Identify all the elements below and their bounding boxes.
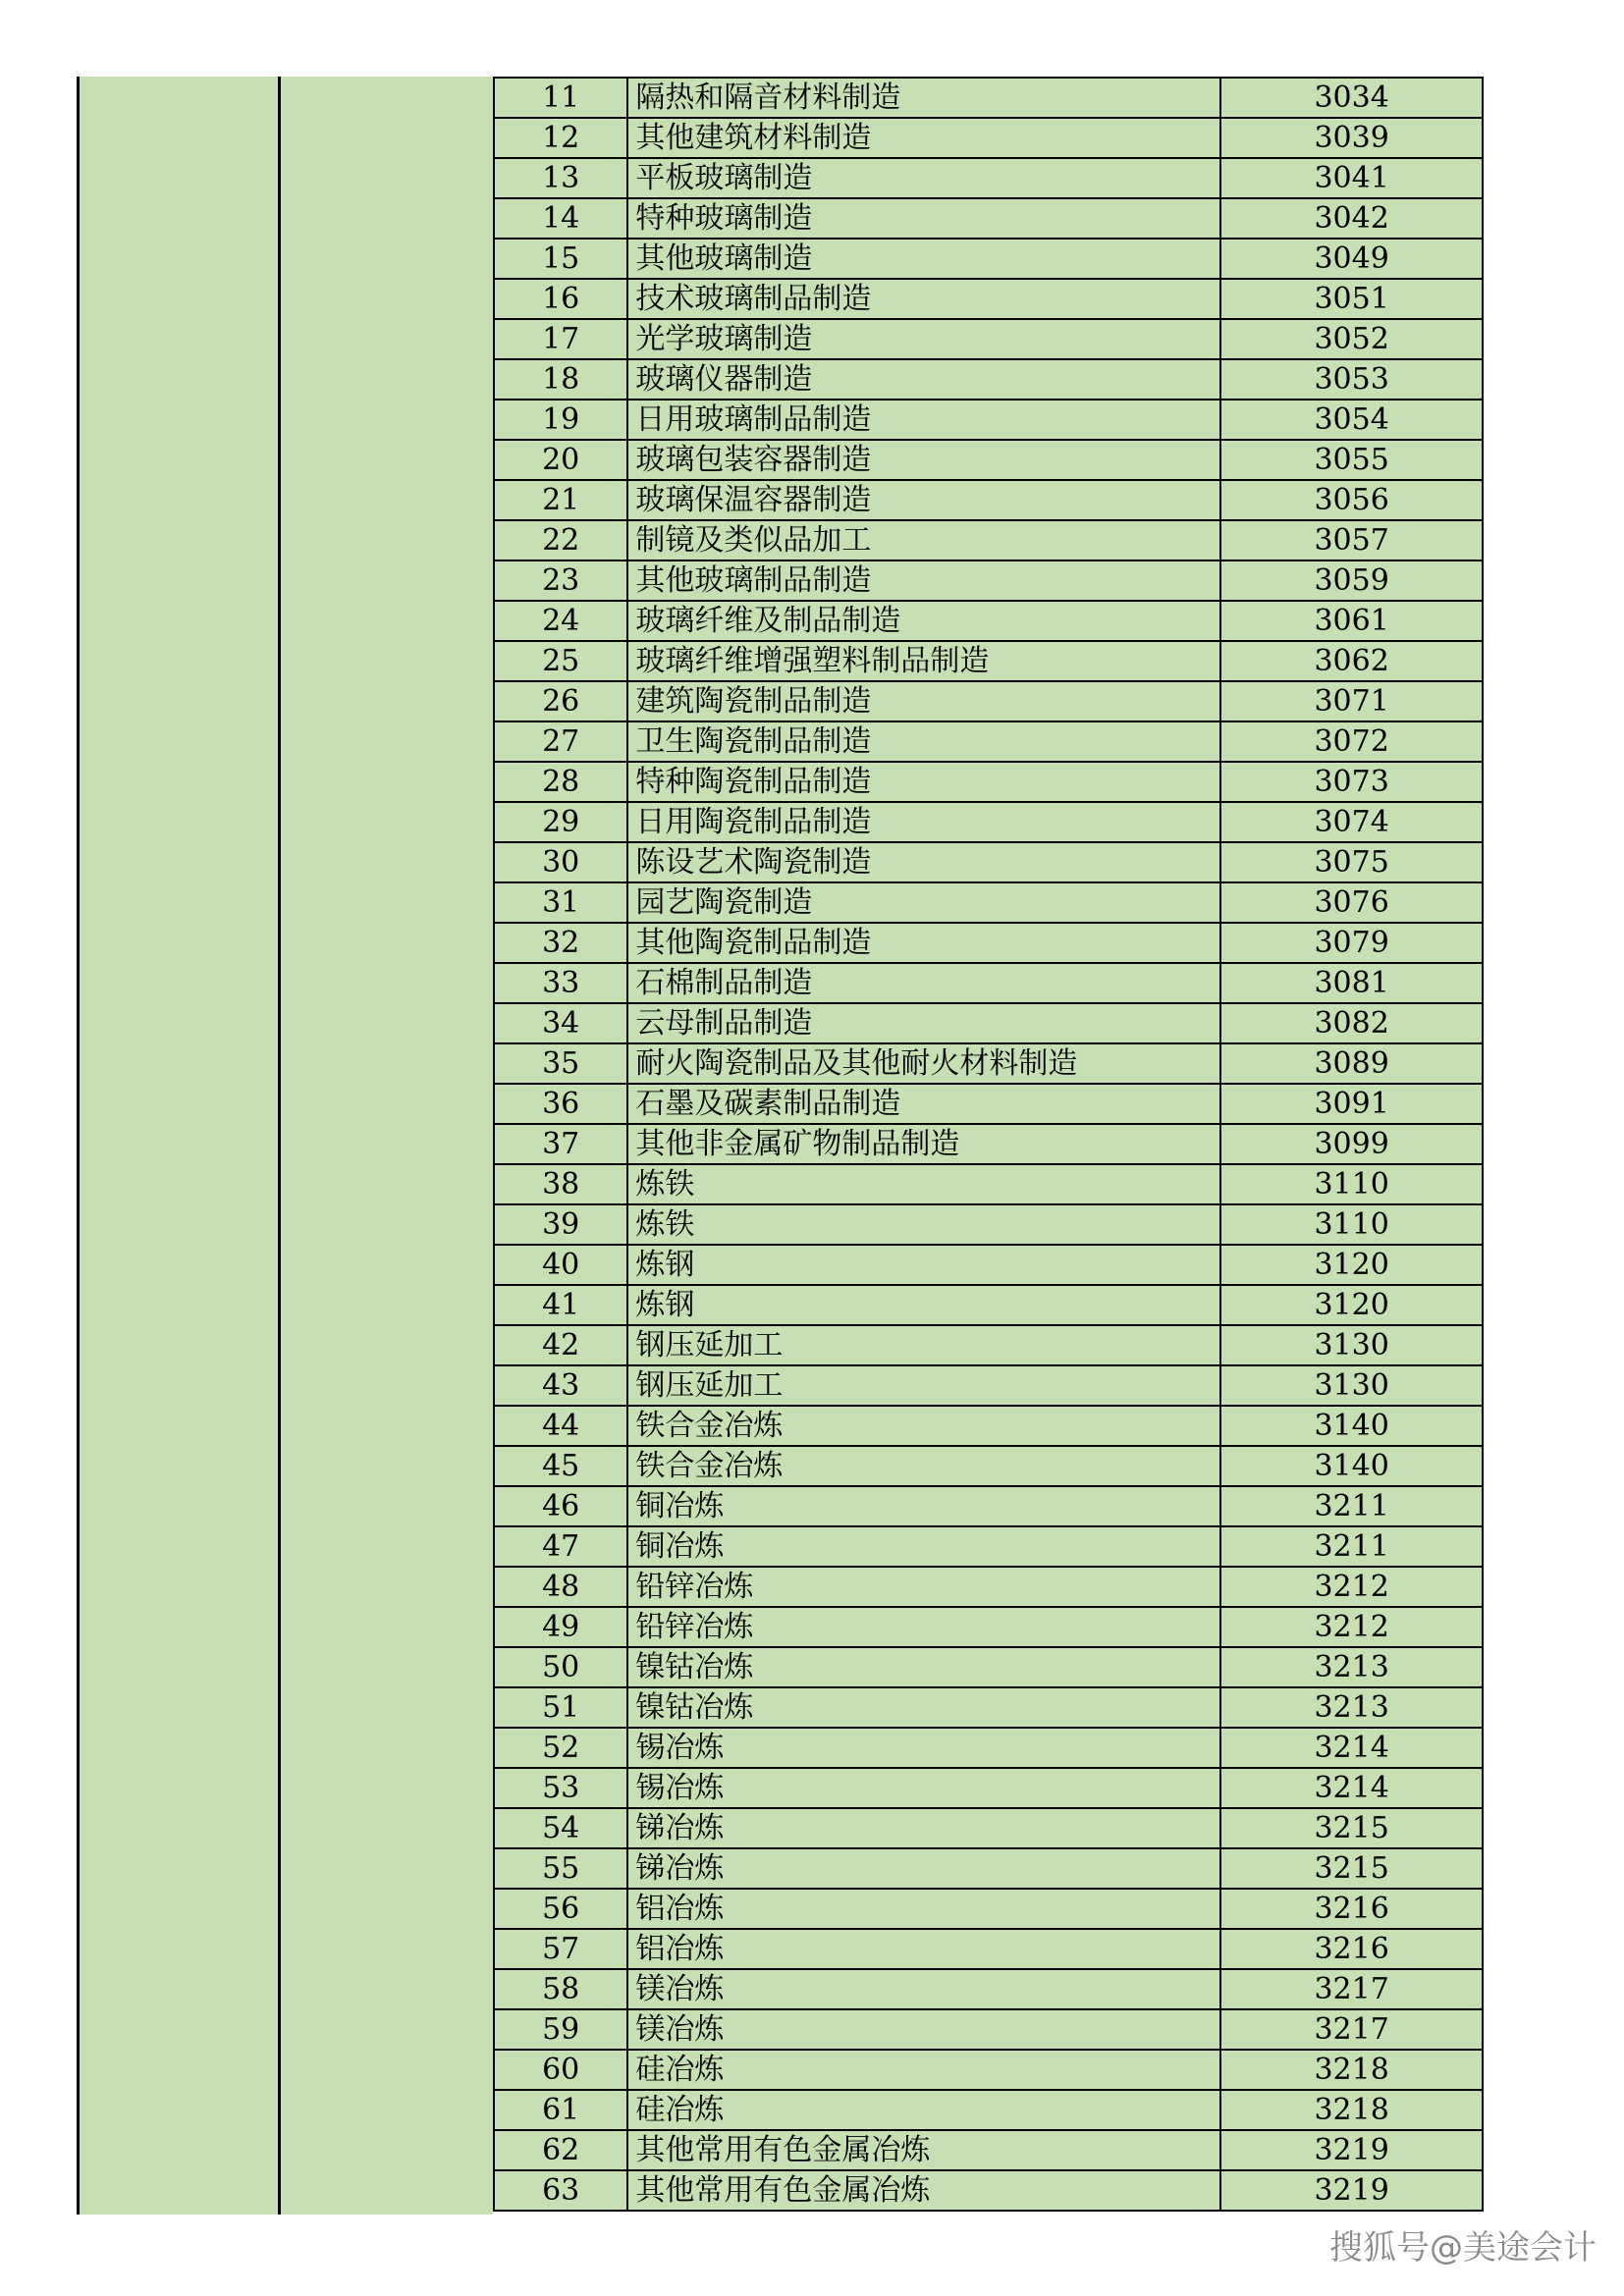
table-row bbox=[494, 279, 1483, 319]
table-row bbox=[494, 2050, 1483, 2090]
industry-name-cell: 特种陶瓷制品制造 bbox=[627, 762, 1220, 802]
row-number-cell: 28 bbox=[494, 762, 627, 802]
table-row bbox=[494, 1124, 1483, 1164]
industry-code-cell: 3061 bbox=[1220, 601, 1483, 641]
row-number-cell: 58 bbox=[494, 1969, 627, 2009]
industry-name-cell: 玻璃包装容器制造 bbox=[627, 440, 1220, 480]
industry-name-cell: 云母制品制造 bbox=[627, 1003, 1220, 1043]
row-number-cell: 18 bbox=[494, 359, 627, 400]
row-number-cell: 17 bbox=[494, 319, 627, 359]
table-row bbox=[494, 963, 1483, 1003]
industry-code-cell: 3041 bbox=[1220, 158, 1483, 198]
table-row bbox=[494, 923, 1483, 963]
industry-name-cell: 铅锌冶炼 bbox=[627, 1607, 1220, 1647]
row-number-cell: 38 bbox=[494, 1164, 627, 1204]
industry-code-cell: 3071 bbox=[1220, 681, 1483, 721]
table-row bbox=[494, 1486, 1483, 1526]
row-number-cell: 56 bbox=[494, 1889, 627, 1929]
industry-name-cell: 其他常用有色金属冶炼 bbox=[627, 2130, 1220, 2170]
industry-code-cell: 3062 bbox=[1220, 641, 1483, 681]
row-number-cell: 33 bbox=[494, 963, 627, 1003]
table-row bbox=[494, 1406, 1483, 1446]
row-number-cell: 42 bbox=[494, 1325, 627, 1365]
industry-name-cell: 铁合金冶炼 bbox=[627, 1406, 1220, 1446]
table-row bbox=[494, 158, 1483, 198]
table-row bbox=[494, 882, 1483, 923]
row-number-cell: 48 bbox=[494, 1567, 627, 1607]
table-row bbox=[494, 1687, 1483, 1728]
table-row bbox=[494, 681, 1483, 721]
table-row bbox=[494, 1204, 1483, 1245]
industry-name-cell: 特种玻璃制造 bbox=[627, 198, 1220, 239]
row-number-cell: 55 bbox=[494, 1848, 627, 1889]
industry-name-cell: 石墨及碳素制品制造 bbox=[627, 1084, 1220, 1124]
table-row bbox=[494, 1245, 1483, 1285]
row-number-cell: 14 bbox=[494, 198, 627, 239]
industry-code-cell: 3212 bbox=[1220, 1567, 1483, 1607]
table-row bbox=[494, 400, 1483, 440]
row-number-cell: 46 bbox=[494, 1486, 627, 1526]
watermark-text: 搜狐号@美途会计 bbox=[1329, 2228, 1597, 2268]
row-number-cell: 22 bbox=[494, 520, 627, 561]
industry-name-cell: 锑冶炼 bbox=[627, 1848, 1220, 1889]
industry-name-cell: 铁合金冶炼 bbox=[627, 1446, 1220, 1486]
table-row bbox=[494, 1164, 1483, 1204]
row-number-cell: 60 bbox=[494, 2050, 627, 2090]
industry-name-cell: 铜冶炼 bbox=[627, 1486, 1220, 1526]
row-number-cell: 49 bbox=[494, 1607, 627, 1647]
industry-code-cell: 3219 bbox=[1220, 2130, 1483, 2170]
row-number-cell: 53 bbox=[494, 1768, 627, 1808]
row-number-cell: 32 bbox=[494, 923, 627, 963]
industry-code-cell: 3120 bbox=[1220, 1245, 1483, 1285]
industry-code-cell: 3217 bbox=[1220, 1969, 1483, 2009]
industry-code-cell: 3075 bbox=[1220, 842, 1483, 882]
row-number-cell: 43 bbox=[494, 1365, 627, 1406]
industry-name-cell: 硅冶炼 bbox=[627, 2050, 1220, 2090]
left-border bbox=[77, 77, 80, 2215]
industry-code-cell: 3079 bbox=[1220, 923, 1483, 963]
industry-code-cell: 3057 bbox=[1220, 520, 1483, 561]
table-row bbox=[494, 2009, 1483, 2050]
industry-code-cell: 3214 bbox=[1220, 1728, 1483, 1768]
industry-name-cell: 日用玻璃制品制造 bbox=[627, 400, 1220, 440]
industry-name-cell: 铅锌冶炼 bbox=[627, 1567, 1220, 1607]
row-number-cell: 34 bbox=[494, 1003, 627, 1043]
industry-name-cell: 铜冶炼 bbox=[627, 1526, 1220, 1567]
row-number-cell: 62 bbox=[494, 2130, 627, 2170]
industry-code-cell: 3074 bbox=[1220, 802, 1483, 842]
industry-name-cell: 镍钴冶炼 bbox=[627, 1687, 1220, 1728]
table-row bbox=[494, 802, 1483, 842]
industry-code-cell: 3218 bbox=[1220, 2090, 1483, 2130]
table-row bbox=[494, 1043, 1483, 1084]
industry-name-cell: 玻璃仪器制造 bbox=[627, 359, 1220, 400]
industry-code-cell: 3130 bbox=[1220, 1365, 1483, 1406]
industry-code-cell: 3110 bbox=[1220, 1204, 1483, 1245]
table-row bbox=[494, 1365, 1483, 1406]
industry-code-cell: 3052 bbox=[1220, 319, 1483, 359]
industry-name-cell: 锡冶炼 bbox=[627, 1728, 1220, 1768]
industry-name-cell: 平板玻璃制造 bbox=[627, 158, 1220, 198]
row-number-cell: 20 bbox=[494, 440, 627, 480]
industry-name-cell: 其他非金属矿物制品制造 bbox=[627, 1124, 1220, 1164]
industry-name-cell: 铝冶炼 bbox=[627, 1889, 1220, 1929]
industry-name-cell: 锡冶炼 bbox=[627, 1768, 1220, 1808]
industry-code-cell: 3214 bbox=[1220, 1768, 1483, 1808]
industry-name-cell: 陈设艺术陶瓷制造 bbox=[627, 842, 1220, 882]
industry-name-cell: 炼钢 bbox=[627, 1245, 1220, 1285]
industry-name-cell: 锑冶炼 bbox=[627, 1808, 1220, 1848]
industry-code-cell: 3089 bbox=[1220, 1043, 1483, 1084]
table-row bbox=[494, 1808, 1483, 1848]
row-number-cell: 30 bbox=[494, 842, 627, 882]
table-row bbox=[494, 1969, 1483, 2009]
row-number-cell: 40 bbox=[494, 1245, 627, 1285]
industry-code-cell: 3215 bbox=[1220, 1808, 1483, 1848]
industry-name-cell: 卫生陶瓷制品制造 bbox=[627, 721, 1220, 762]
industry-code-table bbox=[493, 77, 1484, 2212]
table-row bbox=[494, 1446, 1483, 1486]
table-row bbox=[494, 1526, 1483, 1567]
table-row bbox=[494, 359, 1483, 400]
industry-name-cell: 光学玻璃制造 bbox=[627, 319, 1220, 359]
row-number-cell: 50 bbox=[494, 1647, 627, 1687]
row-number-cell: 25 bbox=[494, 641, 627, 681]
table-body bbox=[494, 78, 1483, 2211]
table-row bbox=[494, 1325, 1483, 1365]
row-number-cell: 21 bbox=[494, 480, 627, 520]
table-row bbox=[494, 842, 1483, 882]
industry-name-cell: 隔热和隔音材料制造 bbox=[627, 78, 1220, 118]
row-number-cell: 24 bbox=[494, 601, 627, 641]
table-row bbox=[494, 78, 1483, 118]
industry-code-cell: 3049 bbox=[1220, 239, 1483, 279]
row-number-cell: 39 bbox=[494, 1204, 627, 1245]
row-number-cell: 11 bbox=[494, 78, 627, 118]
industry-code-cell: 3073 bbox=[1220, 762, 1483, 802]
industry-code-cell: 3212 bbox=[1220, 1607, 1483, 1647]
table-row bbox=[494, 1567, 1483, 1607]
row-number-cell: 15 bbox=[494, 239, 627, 279]
industry-name-cell: 日用陶瓷制品制造 bbox=[627, 802, 1220, 842]
industry-code-cell: 3216 bbox=[1220, 1929, 1483, 1969]
table-row bbox=[494, 198, 1483, 239]
industry-name-cell: 钢压延加工 bbox=[627, 1325, 1220, 1365]
table-row bbox=[494, 1768, 1483, 1808]
row-number-cell: 23 bbox=[494, 561, 627, 601]
row-number-cell: 57 bbox=[494, 1929, 627, 1969]
industry-code-cell: 3211 bbox=[1220, 1486, 1483, 1526]
row-number-cell: 12 bbox=[494, 118, 627, 158]
industry-code-cell: 3081 bbox=[1220, 963, 1483, 1003]
industry-code-cell: 3130 bbox=[1220, 1325, 1483, 1365]
industry-code-cell: 3056 bbox=[1220, 480, 1483, 520]
industry-code-cell: 3082 bbox=[1220, 1003, 1483, 1043]
industry-code-cell: 3099 bbox=[1220, 1124, 1483, 1164]
table-row bbox=[494, 1848, 1483, 1889]
industry-code-cell: 3055 bbox=[1220, 440, 1483, 480]
row-number-cell: 59 bbox=[494, 2009, 627, 2050]
row-number-cell: 47 bbox=[494, 1526, 627, 1567]
table-row bbox=[494, 480, 1483, 520]
industry-name-cell: 玻璃纤维及制品制造 bbox=[627, 601, 1220, 641]
table-row bbox=[494, 1285, 1483, 1325]
row-number-cell: 19 bbox=[494, 400, 627, 440]
industry-code-cell: 3217 bbox=[1220, 2009, 1483, 2050]
industry-code-cell: 3140 bbox=[1220, 1406, 1483, 1446]
industry-name-cell: 铝冶炼 bbox=[627, 1929, 1220, 1969]
row-number-cell: 41 bbox=[494, 1285, 627, 1325]
row-number-cell: 51 bbox=[494, 1687, 627, 1728]
merged-category-cell bbox=[79, 77, 279, 2215]
industry-code-cell: 3218 bbox=[1220, 2050, 1483, 2090]
row-number-cell: 36 bbox=[494, 1084, 627, 1124]
industry-name-cell: 镍钴冶炼 bbox=[627, 1647, 1220, 1687]
row-number-cell: 45 bbox=[494, 1446, 627, 1486]
industry-code-cell: 3120 bbox=[1220, 1285, 1483, 1325]
industry-code-cell: 3091 bbox=[1220, 1084, 1483, 1124]
industry-name-cell: 耐火陶瓷制品及其他耐火材料制造 bbox=[627, 1043, 1220, 1084]
industry-code-cell: 3110 bbox=[1220, 1164, 1483, 1204]
industry-name-cell: 炼钢 bbox=[627, 1285, 1220, 1325]
industry-name-cell: 制镜及类似品加工 bbox=[627, 520, 1220, 561]
industry-code-cell: 3140 bbox=[1220, 1446, 1483, 1486]
industry-name-cell: 建筑陶瓷制品制造 bbox=[627, 681, 1220, 721]
row-number-cell: 44 bbox=[494, 1406, 627, 1446]
row-number-cell: 13 bbox=[494, 158, 627, 198]
row-number-cell: 27 bbox=[494, 721, 627, 762]
industry-code-cell: 3039 bbox=[1220, 118, 1483, 158]
industry-name-cell: 玻璃保温容器制造 bbox=[627, 480, 1220, 520]
column-divider bbox=[278, 77, 281, 2215]
industry-name-cell: 技术玻璃制品制造 bbox=[627, 279, 1220, 319]
industry-name-cell: 石棉制品制造 bbox=[627, 963, 1220, 1003]
table-row bbox=[494, 2130, 1483, 2170]
industry-code-cell: 3072 bbox=[1220, 721, 1483, 762]
industry-code-cell: 3053 bbox=[1220, 359, 1483, 400]
row-number-cell: 31 bbox=[494, 882, 627, 923]
table-row bbox=[494, 2170, 1483, 2211]
industry-name-cell: 镁冶炼 bbox=[627, 2009, 1220, 2050]
industry-name-cell: 园艺陶瓷制造 bbox=[627, 882, 1220, 923]
row-number-cell: 16 bbox=[494, 279, 627, 319]
industry-code-cell: 3219 bbox=[1220, 2170, 1483, 2211]
industry-name-cell: 其他常用有色金属冶炼 bbox=[627, 2170, 1220, 2211]
table-row bbox=[494, 1607, 1483, 1647]
table-row bbox=[494, 118, 1483, 158]
table-row bbox=[494, 641, 1483, 681]
industry-name-cell: 炼铁 bbox=[627, 1204, 1220, 1245]
table-row bbox=[494, 1728, 1483, 1768]
industry-name-cell: 硅冶炼 bbox=[627, 2090, 1220, 2130]
industry-name-cell: 炼铁 bbox=[627, 1164, 1220, 1204]
row-number-cell: 37 bbox=[494, 1124, 627, 1164]
industry-code-cell: 3215 bbox=[1220, 1848, 1483, 1889]
table-row bbox=[494, 319, 1483, 359]
industry-code-cell: 3034 bbox=[1220, 78, 1483, 118]
table-row bbox=[494, 1647, 1483, 1687]
industry-code-cell: 3216 bbox=[1220, 1889, 1483, 1929]
table-row bbox=[494, 561, 1483, 601]
table-row bbox=[494, 1003, 1483, 1043]
row-number-cell: 29 bbox=[494, 802, 627, 842]
industry-name-cell: 钢压延加工 bbox=[627, 1365, 1220, 1406]
row-number-cell: 63 bbox=[494, 2170, 627, 2211]
table-row bbox=[494, 1084, 1483, 1124]
industry-code-cell: 3054 bbox=[1220, 400, 1483, 440]
table-row bbox=[494, 2090, 1483, 2130]
table-row bbox=[494, 762, 1483, 802]
table-row bbox=[494, 239, 1483, 279]
row-number-cell: 52 bbox=[494, 1728, 627, 1768]
industry-code-cell: 3076 bbox=[1220, 882, 1483, 923]
table-row bbox=[494, 1929, 1483, 1969]
industry-code-cell: 3211 bbox=[1220, 1526, 1483, 1567]
row-number-cell: 35 bbox=[494, 1043, 627, 1084]
merged-subcategory-cell bbox=[279, 77, 493, 2215]
table-row bbox=[494, 721, 1483, 762]
industry-name-cell: 镁冶炼 bbox=[627, 1969, 1220, 2009]
industry-name-cell: 其他陶瓷制品制造 bbox=[627, 923, 1220, 963]
industry-name-cell: 其他玻璃制品制造 bbox=[627, 561, 1220, 601]
industry-code-cell: 3213 bbox=[1220, 1687, 1483, 1728]
industry-code-cell: 3042 bbox=[1220, 198, 1483, 239]
industry-name-cell: 其他建筑材料制造 bbox=[627, 118, 1220, 158]
industry-code-cell: 3213 bbox=[1220, 1647, 1483, 1687]
table-row bbox=[494, 1889, 1483, 1929]
row-number-cell: 61 bbox=[494, 2090, 627, 2130]
industry-code-cell: 3059 bbox=[1220, 561, 1483, 601]
table-row bbox=[494, 601, 1483, 641]
industry-name-cell: 其他玻璃制造 bbox=[627, 239, 1220, 279]
table-row bbox=[494, 520, 1483, 561]
row-number-cell: 26 bbox=[494, 681, 627, 721]
industry-name-cell: 玻璃纤维增强塑料制品制造 bbox=[627, 641, 1220, 681]
industry-code-cell: 3051 bbox=[1220, 279, 1483, 319]
row-number-cell: 54 bbox=[494, 1808, 627, 1848]
table-row bbox=[494, 440, 1483, 480]
